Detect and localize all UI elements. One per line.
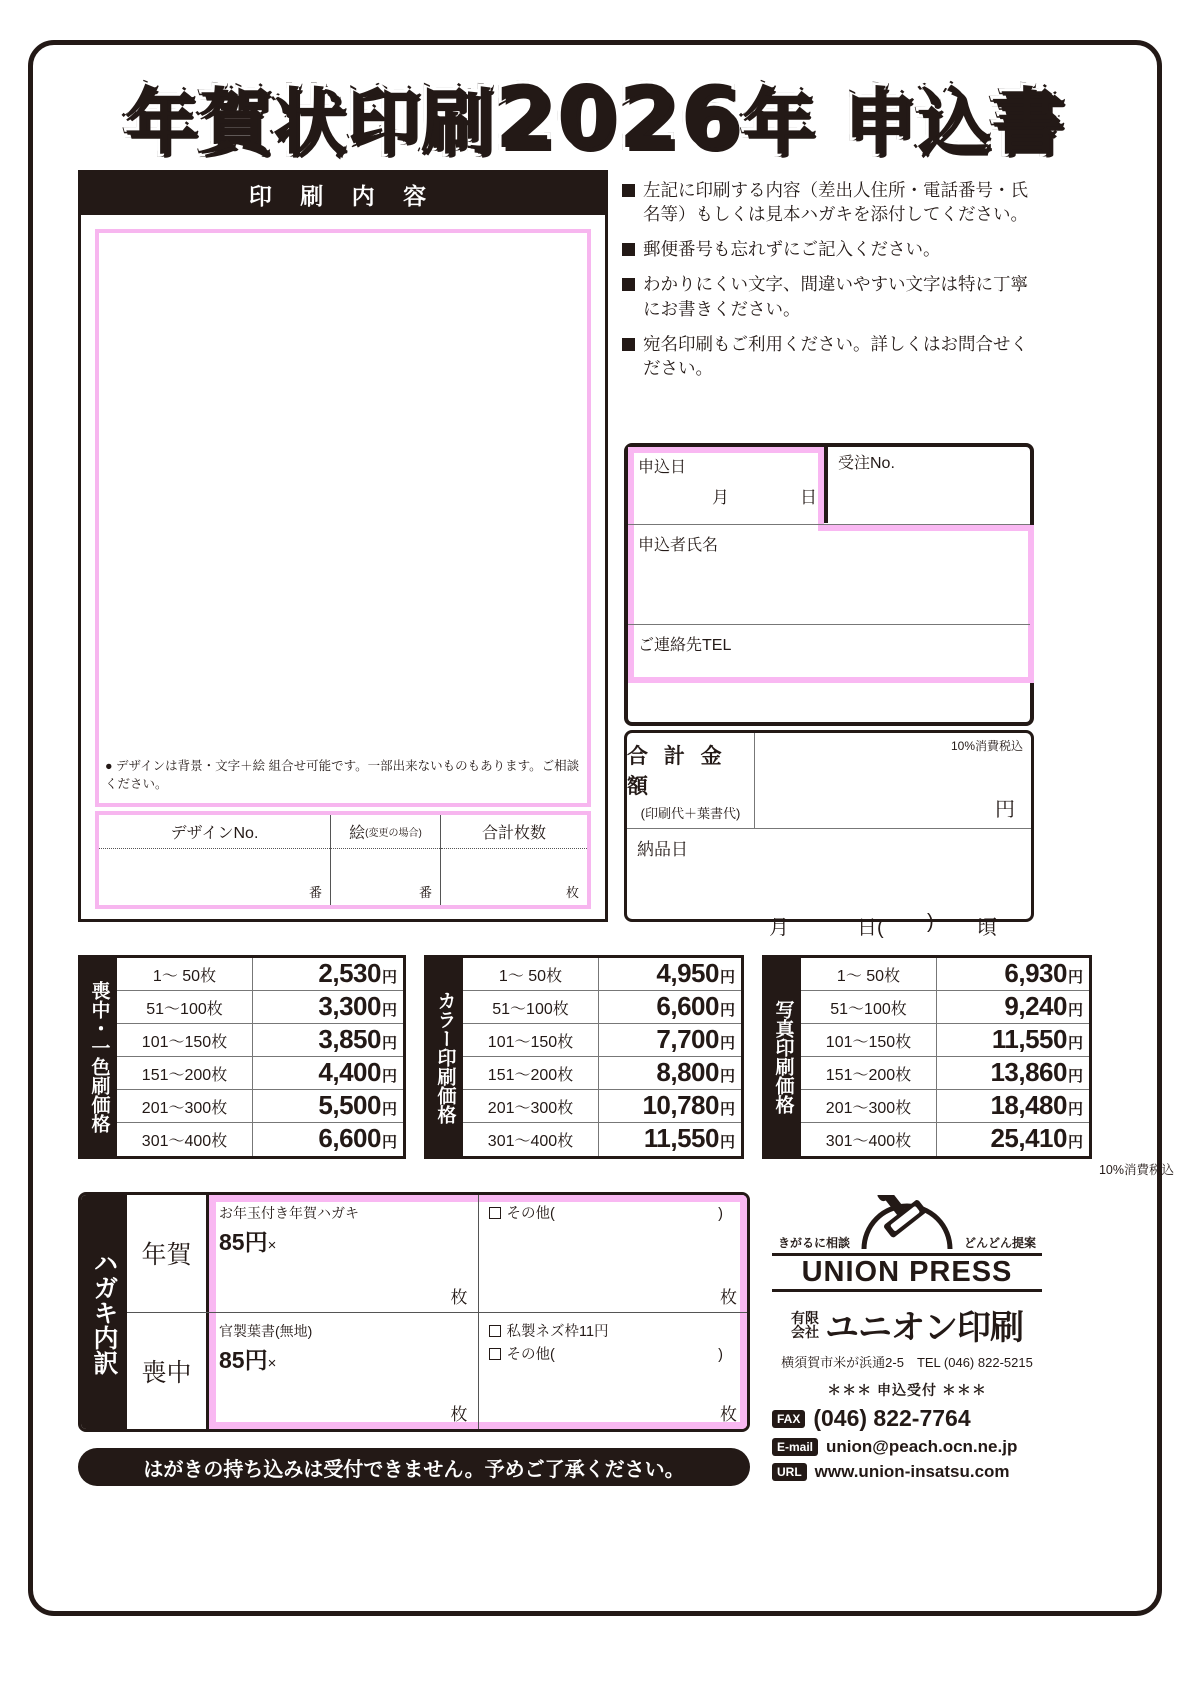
price-table-photo <box>762 955 1092 1159</box>
price-yen: 円 <box>381 1002 397 1019</box>
nenga-other-paren-close: ) <box>718 1206 723 1222</box>
price-qty: 301～400枚 <box>463 1123 599 1156</box>
instruction-text: 郵便番号も忘れずにご記入ください。 <box>643 239 941 260</box>
nenga-other-option[interactable] <box>489 1203 738 1226</box>
contact-tel-row[interactable] <box>628 625 1030 722</box>
design-no-cell[interactable] <box>99 815 331 905</box>
total-amount-row[interactable] <box>627 733 1031 829</box>
total-amount-sublabel: (印刷代＋葉書代) <box>640 805 741 821</box>
price-table-color <box>424 955 744 1159</box>
square-bullet-icon <box>622 278 635 291</box>
price-qty: 151～200枚 <box>801 1057 937 1089</box>
mochu-other-paren-close: ) <box>718 1346 723 1363</box>
company-address: 横須賀市米が浜通2-5 TEL (046) 822-5215 <box>781 1355 1033 1370</box>
url-tag: URL <box>772 1463 807 1481</box>
total-yen-unit: 円 <box>995 799 1015 821</box>
price-row <box>117 1090 403 1123</box>
email-tag: E-mail <box>772 1438 818 1456</box>
mochu-shisei-option[interactable] <box>489 1321 738 1344</box>
delivery-paren-close: ) <box>927 911 934 933</box>
picture-unit: 番 <box>418 885 432 900</box>
price-yen: 円 <box>719 1002 735 1019</box>
checkbox-icon[interactable] <box>489 1207 501 1219</box>
price-row <box>801 1024 1089 1057</box>
title-suffix: 年 申込書 <box>742 80 1066 164</box>
print-content-header: 印 刷 内 容 <box>81 173 605 215</box>
price-yen: 円 <box>381 969 397 986</box>
email-line[interactable] <box>772 1437 1042 1457</box>
notice-banner: はがきの持ち込みは受付できません。予めご了承ください。 <box>78 1448 750 1486</box>
nenga-other-unit: 枚 <box>720 1287 737 1307</box>
price-yen: 円 <box>381 1134 397 1151</box>
title-main: 年賀状印刷 <box>124 80 495 164</box>
price-row <box>801 1090 1089 1123</box>
price-qty: 1～ 50枚 <box>801 958 937 990</box>
price-yen: 円 <box>381 1101 397 1118</box>
price-qty: 101～150枚 <box>801 1024 937 1056</box>
delivery-approx-label: 頃 <box>977 917 997 939</box>
hagaki-breakdown-table <box>78 1192 750 1432</box>
multiply-icon: × <box>267 1237 277 1254</box>
fax-tag: FAX <box>772 1410 805 1428</box>
delivery-day-unit: 日( <box>857 917 884 939</box>
price-yen: 円 <box>1067 1068 1083 1085</box>
mochu-standard-unit: 枚 <box>450 1405 468 1424</box>
total-sheets-header: 合計枚数 <box>441 815 587 849</box>
price-row <box>117 1024 403 1057</box>
union-press-logo <box>772 1195 1042 1251</box>
price-row <box>117 1123 403 1156</box>
print-content-writing-area[interactable] <box>95 229 591 807</box>
checkbox-icon[interactable] <box>489 1325 501 1337</box>
price-value: 7,700 <box>656 1024 719 1054</box>
price-row <box>801 958 1089 991</box>
company-name-jp: ユニオン印刷 <box>825 1309 1023 1347</box>
design-note: ● デザインは背景・文字＋絵 組合せ可能です。一部出来ないものもあります。ご相談ください。 <box>105 758 580 791</box>
price-yen: 円 <box>719 1035 735 1052</box>
nenga-standard-price: 85円 <box>219 1229 268 1255</box>
price-table-mourning <box>78 955 406 1159</box>
url-line[interactable] <box>772 1462 1042 1482</box>
price-yen: 円 <box>381 1068 397 1085</box>
page-title <box>60 66 1130 166</box>
price-row <box>463 1024 741 1057</box>
apply-date-row[interactable] <box>628 447 1030 525</box>
price-value: 6,600 <box>656 991 719 1021</box>
design-summary-table <box>95 811 591 909</box>
price-value: 3,850 <box>318 1024 381 1054</box>
delivery-month-unit: 月 <box>769 917 789 939</box>
price-row <box>463 1057 741 1090</box>
total-sheets-cell[interactable] <box>441 815 587 905</box>
price-yen: 円 <box>381 1035 397 1052</box>
design-no-unit: 番 <box>308 885 322 900</box>
nenga-standard-cell[interactable] <box>209 1195 479 1312</box>
price-row <box>463 1090 741 1123</box>
price-value: 4,950 <box>656 958 719 988</box>
company-name-en: UNION PRESS <box>772 1253 1042 1292</box>
price-qty: 201～300枚 <box>801 1090 937 1122</box>
instruction-text: 宛名印刷もご利用ください。詳しくはお問合せください。 <box>643 333 1028 378</box>
apply-month-unit: 月 <box>712 488 729 507</box>
total-amount-label-cell <box>627 733 755 828</box>
order-no-label: 受注No. <box>838 455 895 472</box>
multiply-icon: × <box>267 1354 277 1372</box>
hagaki-category-nenga: 年賀 <box>127 1195 209 1312</box>
instruction-item <box>622 272 1042 320</box>
price-value: 13,860 <box>990 1057 1067 1087</box>
logo-tagline-right: どんどん提案 <box>963 1236 1036 1250</box>
price-row <box>463 991 741 1024</box>
price-value: 5,500 <box>318 1090 381 1120</box>
price-value: 9,240 <box>1004 991 1067 1021</box>
nenga-other-label: その他( <box>506 1206 555 1222</box>
picture-header: 絵 (変更の場合) <box>331 815 440 849</box>
price-yen: 円 <box>719 1134 735 1151</box>
price-row <box>463 1123 741 1156</box>
instructions-list <box>622 178 1042 391</box>
price-yen: 円 <box>1067 1134 1083 1151</box>
price-qty: 51～100枚 <box>117 991 253 1023</box>
contact-tel-label: ご連絡先TEL <box>638 637 732 654</box>
instruction-item <box>622 178 1042 226</box>
instruction-text: わかりにくい文字、間違いやすい文字は特に丁寧にお書きください。 <box>643 274 1028 319</box>
nenga-standard-unit: 枚 <box>450 1287 468 1307</box>
company-type: 有限 会社 <box>791 1309 819 1340</box>
price-value: 2,530 <box>318 958 381 988</box>
hagaki-breakdown-label: ハガキ内訳 <box>81 1195 127 1429</box>
price-yen: 円 <box>1067 1035 1083 1052</box>
price-qty: 201～300枚 <box>117 1090 253 1122</box>
hagaki-row-nenga <box>127 1195 747 1313</box>
price-row <box>801 1057 1089 1090</box>
reception-heading: ＊＊＊ 申込受付 ＊＊＊ <box>827 1382 987 1398</box>
apply-day-unit: 日 <box>800 488 817 507</box>
hagaki-category-mochu: 喪中 <box>127 1313 209 1430</box>
print-content-panel <box>78 170 608 922</box>
price-qty: 151～200枚 <box>463 1057 599 1089</box>
company-info <box>772 1195 1042 1482</box>
price-qty: 51～100枚 <box>463 991 599 1023</box>
logo-tagline-left: きがるに相談 <box>778 1236 851 1250</box>
fax-line <box>772 1405 1042 1432</box>
price-value: 3,300 <box>318 991 381 1021</box>
instruction-item <box>622 237 1042 261</box>
design-no-header: デザインNo. <box>99 815 330 849</box>
mochu-standard-cell[interactable] <box>209 1313 479 1430</box>
price-qty: 101～150枚 <box>463 1024 599 1056</box>
price-value: 11,550 <box>643 1123 719 1153</box>
mochu-other-option[interactable] <box>489 1344 738 1367</box>
mochu-standard-title: 官製葉書(無地) <box>219 1322 313 1339</box>
picture-cell[interactable] <box>331 815 441 905</box>
checkbox-icon[interactable] <box>489 1348 501 1360</box>
mochu-other-label: その他( <box>506 1346 555 1363</box>
price-row <box>117 958 403 991</box>
price-tables <box>78 955 1098 1159</box>
total-amount-input-cell[interactable] <box>755 733 1031 828</box>
price-value: 8,800 <box>656 1057 719 1087</box>
price-yen: 円 <box>1067 1002 1083 1019</box>
price-value: 10,780 <box>642 1090 719 1120</box>
price-yen: 円 <box>719 969 735 986</box>
total-amount-label: 合 計 金 額 <box>627 744 727 798</box>
instruction-item <box>622 332 1042 380</box>
price-value: 4,400 <box>318 1057 381 1087</box>
square-bullet-icon <box>622 184 635 197</box>
price-qty: 201～300枚 <box>463 1090 599 1122</box>
price-qty: 301～400枚 <box>801 1123 937 1156</box>
price-value: 18,480 <box>990 1090 1067 1120</box>
instruction-text: 左記に印刷する内容（差出人住所・電話番号・氏名等）もしくは見本ハガキを添付してください。 <box>643 180 1028 225</box>
price-yen: 円 <box>719 1101 735 1118</box>
price-value: 6,600 <box>318 1123 381 1153</box>
price-row <box>801 1123 1089 1156</box>
total-amount-box <box>624 730 1034 939</box>
price-row <box>463 958 741 991</box>
square-bullet-icon <box>622 338 635 351</box>
title-year: 2026 <box>494 68 743 168</box>
nenga-other-cell[interactable] <box>479 1195 748 1312</box>
delivery-date-row[interactable] <box>627 829 1031 939</box>
price-row <box>117 1057 403 1090</box>
price-value: 25,410 <box>990 1123 1067 1153</box>
mochu-standard-price: 85円 <box>219 1346 268 1373</box>
apply-date-label: 申込日 <box>638 459 687 476</box>
email-address[interactable]: union@peach.ocn.ne.jp <box>826 1437 1018 1456</box>
tax-note: 10%消費税込 <box>950 739 1023 753</box>
price-yen: 円 <box>1067 969 1083 986</box>
applicant-name-label: 申込者氏名 <box>638 537 719 554</box>
mochu-other-unit: 枚 <box>720 1405 737 1424</box>
square-bullet-icon <box>622 243 635 256</box>
price-qty: 51～100枚 <box>801 991 937 1023</box>
price-qty: 101～150枚 <box>117 1024 253 1056</box>
total-sheets-unit: 枚 <box>565 885 579 900</box>
nenga-standard-title: お年玉付き年賀ハガキ <box>219 1205 359 1221</box>
website-url[interactable]: www.union-insatsu.com <box>814 1462 1010 1481</box>
applicant-name-row[interactable] <box>628 525 1030 625</box>
price-qty: 1～ 50枚 <box>463 958 599 990</box>
price-table-mourning-label: 喪中・一色刷価格 <box>81 958 117 1156</box>
price-qty: 1～ 50枚 <box>117 958 253 990</box>
mochu-other-cell[interactable] <box>479 1313 748 1430</box>
price-row <box>117 991 403 1024</box>
price-table-color-label: カラー印刷価格 <box>427 958 463 1156</box>
price-table-photo-label: 写真印刷価格 <box>765 958 801 1156</box>
price-qty: 151～200枚 <box>117 1057 253 1089</box>
order-info-box <box>624 443 1034 726</box>
price-row <box>801 991 1089 1024</box>
price-value: 11,550 <box>991 1024 1067 1054</box>
fax-number: (046) 822-7764 <box>813 1405 971 1431</box>
delivery-date-label: 納品日 <box>637 840 688 859</box>
price-yen: 円 <box>1067 1101 1083 1118</box>
hagaki-row-mochu <box>127 1313 747 1430</box>
price-yen: 円 <box>719 1068 735 1085</box>
mochu-shisei-label: 私製ネズ枠11円 <box>506 1323 609 1340</box>
tax-note-bottom: 10%消費税込 <box>1098 1163 1174 1177</box>
price-value: 6,930 <box>1004 958 1067 988</box>
price-qty: 301～400枚 <box>117 1123 253 1156</box>
